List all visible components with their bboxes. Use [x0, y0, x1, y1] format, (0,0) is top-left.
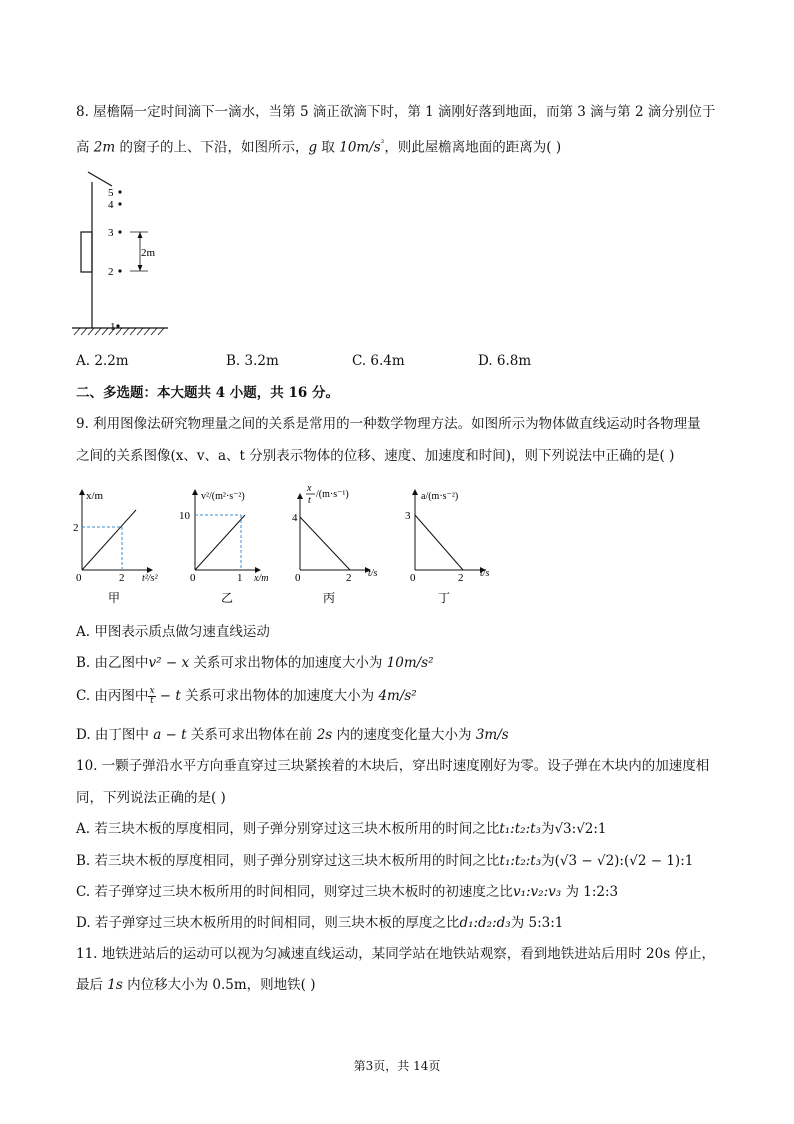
graph-ding-origin: 0 [410, 572, 416, 584]
q10-option-a: A. 若三块木板的厚度相同，则子弹分别穿过这三块木板所用的时间之比t₁:t₂:t₃为√3:√2:1 [76, 821, 607, 837]
graph-jia-ytick: 2 [73, 522, 79, 534]
graph-yi-xlabel: x/m [254, 573, 269, 584]
q11-line1: 11. 地铁进站后的运动可以视为匀减速直线运动，某同学站在地铁站观察，看到地铁进站后用时 20s 停止， [76, 946, 715, 962]
section-heading: 二、多选题：本大题共 4 小题，共 16 分。 [76, 385, 339, 401]
graph-bing-xlabel: t/s [368, 568, 378, 579]
graph-jia-origin: 0 [76, 572, 82, 584]
q10-line1: 10. 一颗子弹沿水平方向垂直穿过三块紧挨着的木块后，穿出时速度刚好为零。设子弹在木块内的加速度相 [76, 758, 710, 774]
graph-yi [179, 490, 268, 605]
q11-line2: 最后 1s 内位移大小为 0.5m，则地铁( ) [76, 977, 316, 993]
graph-ding-xlabel: t/s [480, 568, 490, 579]
graph-yi-caption: 乙 [221, 591, 234, 605]
graph-yi-ytick: 10 [179, 510, 190, 522]
graph-jia-xtick: 2 [119, 572, 125, 584]
graph-jia-xlabel: t²/s² [142, 573, 158, 584]
graph-ding [405, 490, 490, 605]
graph-ding-caption: 丁 [438, 591, 451, 605]
drop-label-2: 2 [108, 266, 114, 278]
q9-option-d: D. 由丁图中 a − t 关系可求出物体在前 2s 内的速度变化量大小为 3m/s [76, 727, 509, 743]
q9-line1: 9. 利用图像法研究物理量之间的关系是常用的一种数学物理方法。如图所示为物体做直线运动时各物理量 [76, 416, 701, 432]
q8-option-a: A. 2.2m [76, 353, 129, 369]
q9-line2: 之间的关系图像(x、v、a、t 分别表示物体的位移、速度、加速度和时间)，则下列说法中正确的是( ) [76, 448, 675, 464]
page-footer: 第3页，共 14页 [353, 1059, 441, 1073]
q8-line2: 高 2m 的窗子的上、下沿，如图所示，g 取 $10m/s^{^2}$，则此屋檐离地面的距离为( ) [76, 139, 562, 156]
drop-3 [118, 230, 121, 233]
q8-option-b: B. 3.2m [226, 353, 279, 369]
q9-option-a: A. 甲图表示质点做匀速直线运动 [76, 624, 270, 640]
q9-graphs [70, 480, 520, 605]
graph-ding-xtick: 2 [458, 572, 464, 584]
graph-jia-caption: 甲 [108, 591, 121, 605]
q9-option-b: B. 由乙图中v² − x 关系可求出物体的加速度大小为 10m/s² [76, 655, 434, 671]
graph-bing [292, 483, 378, 605]
drop-label-3: 3 [108, 227, 114, 239]
graph-yi-xtick: 1 [237, 572, 243, 584]
graph-bing-ylabel-den: t [308, 495, 311, 506]
q8-line1: 8. 屋檐隔一定时间滴下一滴水，当第 5 滴正欲滴下时，第 1 滴刚好落到地面，而第 3 滴与第 2 滴分别位于 [76, 104, 716, 120]
graph-yi-ylabel: v²/(m²·s⁻²) [201, 491, 245, 502]
graph-yi-origin: 0 [190, 572, 196, 584]
drop-4 [118, 202, 121, 205]
drop-5 [118, 190, 121, 193]
drop-label-5: 5 [108, 187, 114, 199]
graph-ding-ylabel: a/(m·s⁻²) [421, 491, 459, 502]
q10-option-b: B. 若三块木板的厚度相同，则子弹分别穿过这三块木板所用的时间之比t₁:t₂:t₃为(√3 − √2):(√2 − 1):1 [76, 853, 694, 869]
drop-label-4: 4 [108, 199, 114, 211]
graph-bing-caption: 丙 [323, 591, 336, 605]
q10-option-d: D. 若子弹穿过三块木板所用的时间相同，则三块木板的厚度之比d₁:d₂:d₃为 5:3:1 [76, 915, 564, 931]
graph-bing-ytick: 4 [292, 512, 298, 524]
q8-option-d: D. 6.8m [478, 353, 532, 369]
graph-bing-ylabel-unit: /(m·s⁻¹) [316, 489, 349, 500]
q10-line2: 同，下列说法正确的是( ) [76, 790, 226, 806]
q10-option-c: C. 若子弹穿过三块木板所用的时间相同，则穿过三块木板时的初速度之比v₁:v₂:v₃ 为 1:2:3 [76, 884, 619, 900]
graph-bing-origin: 0 [295, 572, 301, 584]
q9-option-c: C. 由丙图中 $\frac{x}{t}$ − t 关系可求出物体的加速度大小为 4m/s² [76, 686, 417, 706]
drop-label-1: 1 [110, 321, 116, 333]
q8-figure [68, 170, 178, 340]
q8-option-c: C. 6.4m [352, 353, 405, 369]
graph-bing-xtick: 2 [346, 572, 352, 584]
graph-ding-ytick: 3 [405, 510, 411, 522]
graph-bing-ylabel-num: x [307, 483, 312, 494]
drop-2 [118, 269, 121, 272]
graph-jia-ylabel: x/m [86, 490, 104, 502]
drop-1 [116, 324, 119, 327]
graph-jia [73, 490, 158, 605]
window-height-label: 2m [141, 247, 156, 259]
